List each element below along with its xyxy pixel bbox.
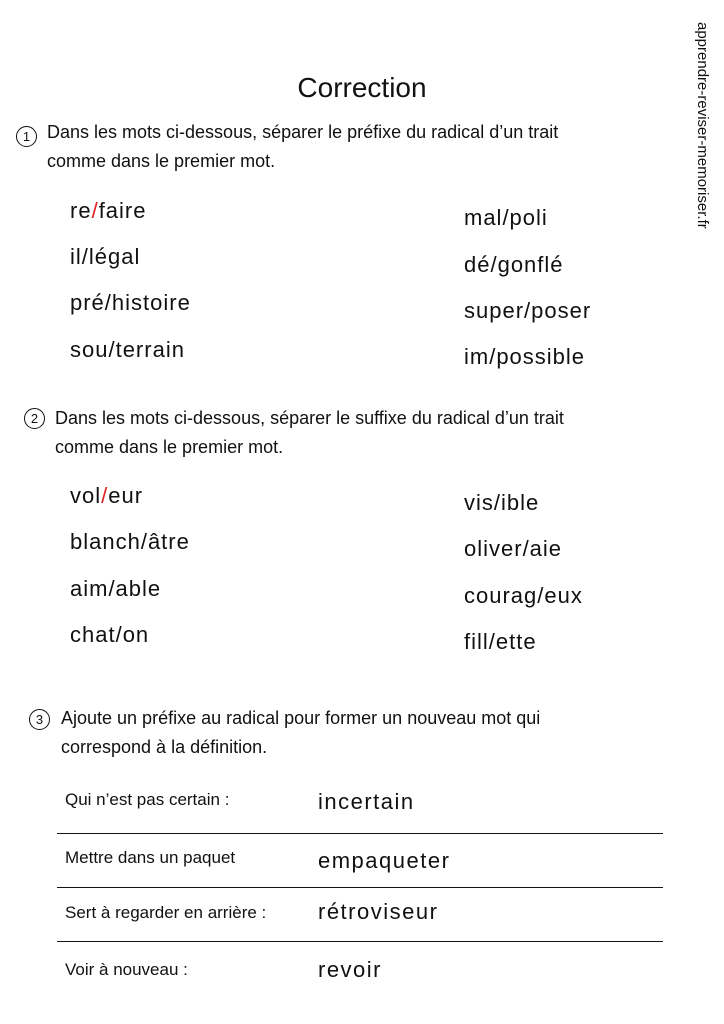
exercise-1-word: super/poser (464, 298, 592, 323)
example-word-part-2: eur (108, 483, 144, 508)
exercise-2-example-word (70, 483, 143, 509)
exercise-1-word: mal/poli (464, 205, 548, 230)
website-vertical-label: apprendre-reviser-memoriser.fr (694, 22, 711, 229)
exercise-2-word: blanch/âtre (70, 529, 190, 554)
row-divider (57, 833, 663, 834)
exercise-1-number: 1 (16, 126, 37, 147)
answer-text: revoir (318, 957, 383, 982)
exercise-3-instruction (61, 704, 540, 762)
exercise-2-word: courag/eux (464, 583, 583, 608)
exercise-3-number: 3 (29, 709, 50, 730)
exercise-1-word: sou/terrain (70, 337, 185, 362)
answer-text: empaqueter (318, 848, 451, 873)
example-word-part-2: faire (98, 198, 147, 223)
exercise-1-word: dé/gonflé (464, 252, 564, 277)
exercise-3-instruction-line-1: Ajoute un préfixe au radical pour former un nouveau mot qui (61, 708, 541, 728)
exercise-1-instruction (47, 118, 558, 176)
exercise-2-word: oliver/aie (464, 536, 563, 561)
exercise-2-number: 2 (24, 408, 45, 429)
answer-text: incertain (318, 789, 415, 814)
exercise-1-example-word (70, 198, 146, 224)
exercise-2-instruction-line-2: comme dans le premier mot. (55, 437, 284, 457)
example-word-part-1: re (70, 198, 92, 223)
exercise-2-word: chat/on (70, 622, 150, 647)
exercise-1-instruction-line-2: comme dans le premier mot. (47, 151, 276, 171)
definition-text: Sert à regarder en arrière : (65, 903, 267, 922)
exercise-3-instruction-line-2: correspond à la définition. (61, 737, 268, 757)
row-divider (57, 941, 663, 942)
definition-text: Qui n’est pas certain : (65, 790, 230, 809)
exercise-1-instruction-line-1: Dans les mots ci-dessous, séparer le préfixe du radical d’un trait (47, 122, 559, 142)
example-word-part-1: vol (70, 483, 102, 508)
exercise-1-word: pré/histoire (70, 290, 191, 315)
exercise-1-word: im/possible (464, 344, 586, 369)
definition-text: Voir à nouveau : (65, 960, 188, 979)
exercise-2-word: aim/able (70, 576, 162, 601)
answer-text: rétroviseur (318, 899, 439, 924)
example-separator: / (91, 198, 99, 223)
example-separator: / (101, 483, 109, 508)
exercise-2-instruction-line-1: Dans les mots ci-dessous, séparer le suffixe du radical d’un trait (55, 408, 564, 428)
exercise-1-word: il/légal (70, 244, 141, 269)
row-divider (57, 887, 663, 888)
exercise-2-instruction (55, 404, 564, 462)
definition-text: Mettre dans un paquet (65, 848, 236, 867)
exercise-2-word: fill/ette (464, 629, 537, 654)
exercise-2-word: vis/ible (464, 490, 540, 515)
page-title: Correction (297, 72, 427, 103)
